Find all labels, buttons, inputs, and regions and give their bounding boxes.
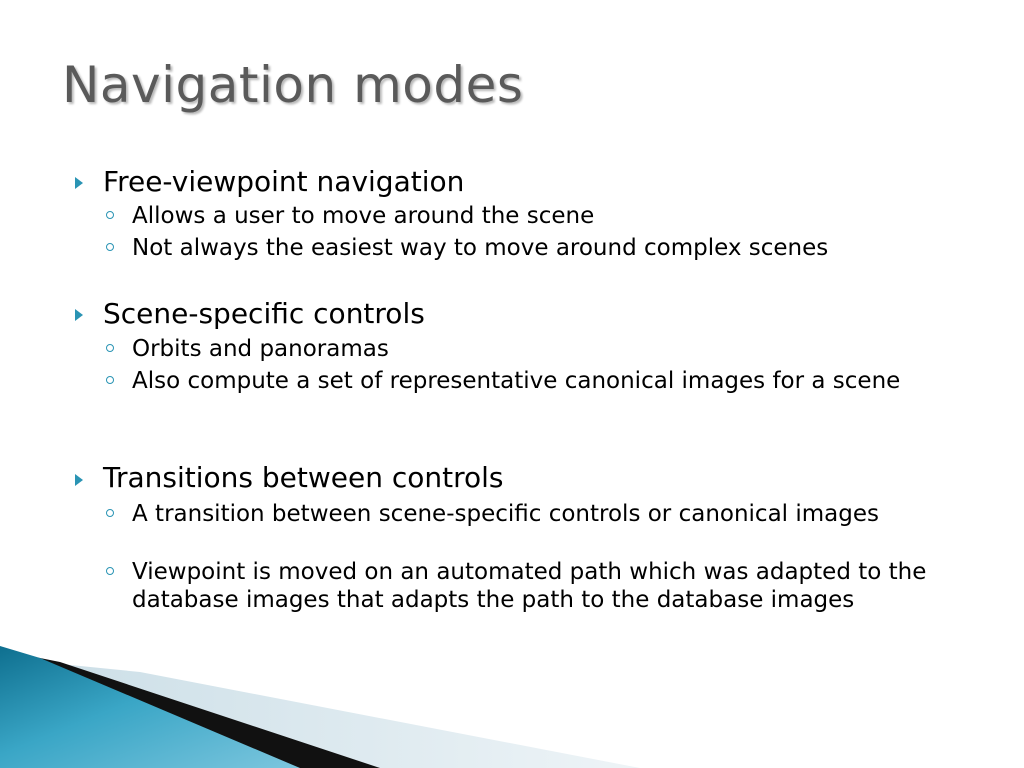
sub-bullet: Also compute a set of representative canonical images for a scene xyxy=(132,368,901,394)
slide-title: Navigation modes xyxy=(62,56,524,114)
sub-bullet: Orbits and panoramas xyxy=(132,336,389,362)
bullet-transitions: Transitions between controls xyxy=(103,461,504,494)
circle-bullet-icon xyxy=(106,211,114,219)
circle-bullet-icon xyxy=(106,243,114,251)
decorative-swoosh xyxy=(0,600,1024,768)
circle-bullet-icon xyxy=(106,567,114,575)
triangle-bullet-icon xyxy=(75,309,83,321)
sub-bullet: A transition between scene-specific controls or canonical images xyxy=(132,501,879,527)
bullet-free-viewpoint: Free-viewpoint navigation xyxy=(103,165,465,198)
bullet-scene-specific: Scene-specific controls xyxy=(103,297,425,330)
triangle-bullet-icon xyxy=(75,474,83,486)
triangle-bullet-icon xyxy=(75,177,83,189)
sub-bullet: Viewpoint is moved on an automated path which was adapted to the database images that adapts the path to the database images xyxy=(132,559,927,613)
circle-bullet-icon xyxy=(106,509,114,517)
circle-bullet-icon xyxy=(106,344,114,352)
sub-bullet: Allows a user to move around the scene xyxy=(132,203,595,229)
circle-bullet-icon xyxy=(106,376,114,384)
sub-bullet: Not always the easiest way to move around complex scenes xyxy=(132,235,829,261)
